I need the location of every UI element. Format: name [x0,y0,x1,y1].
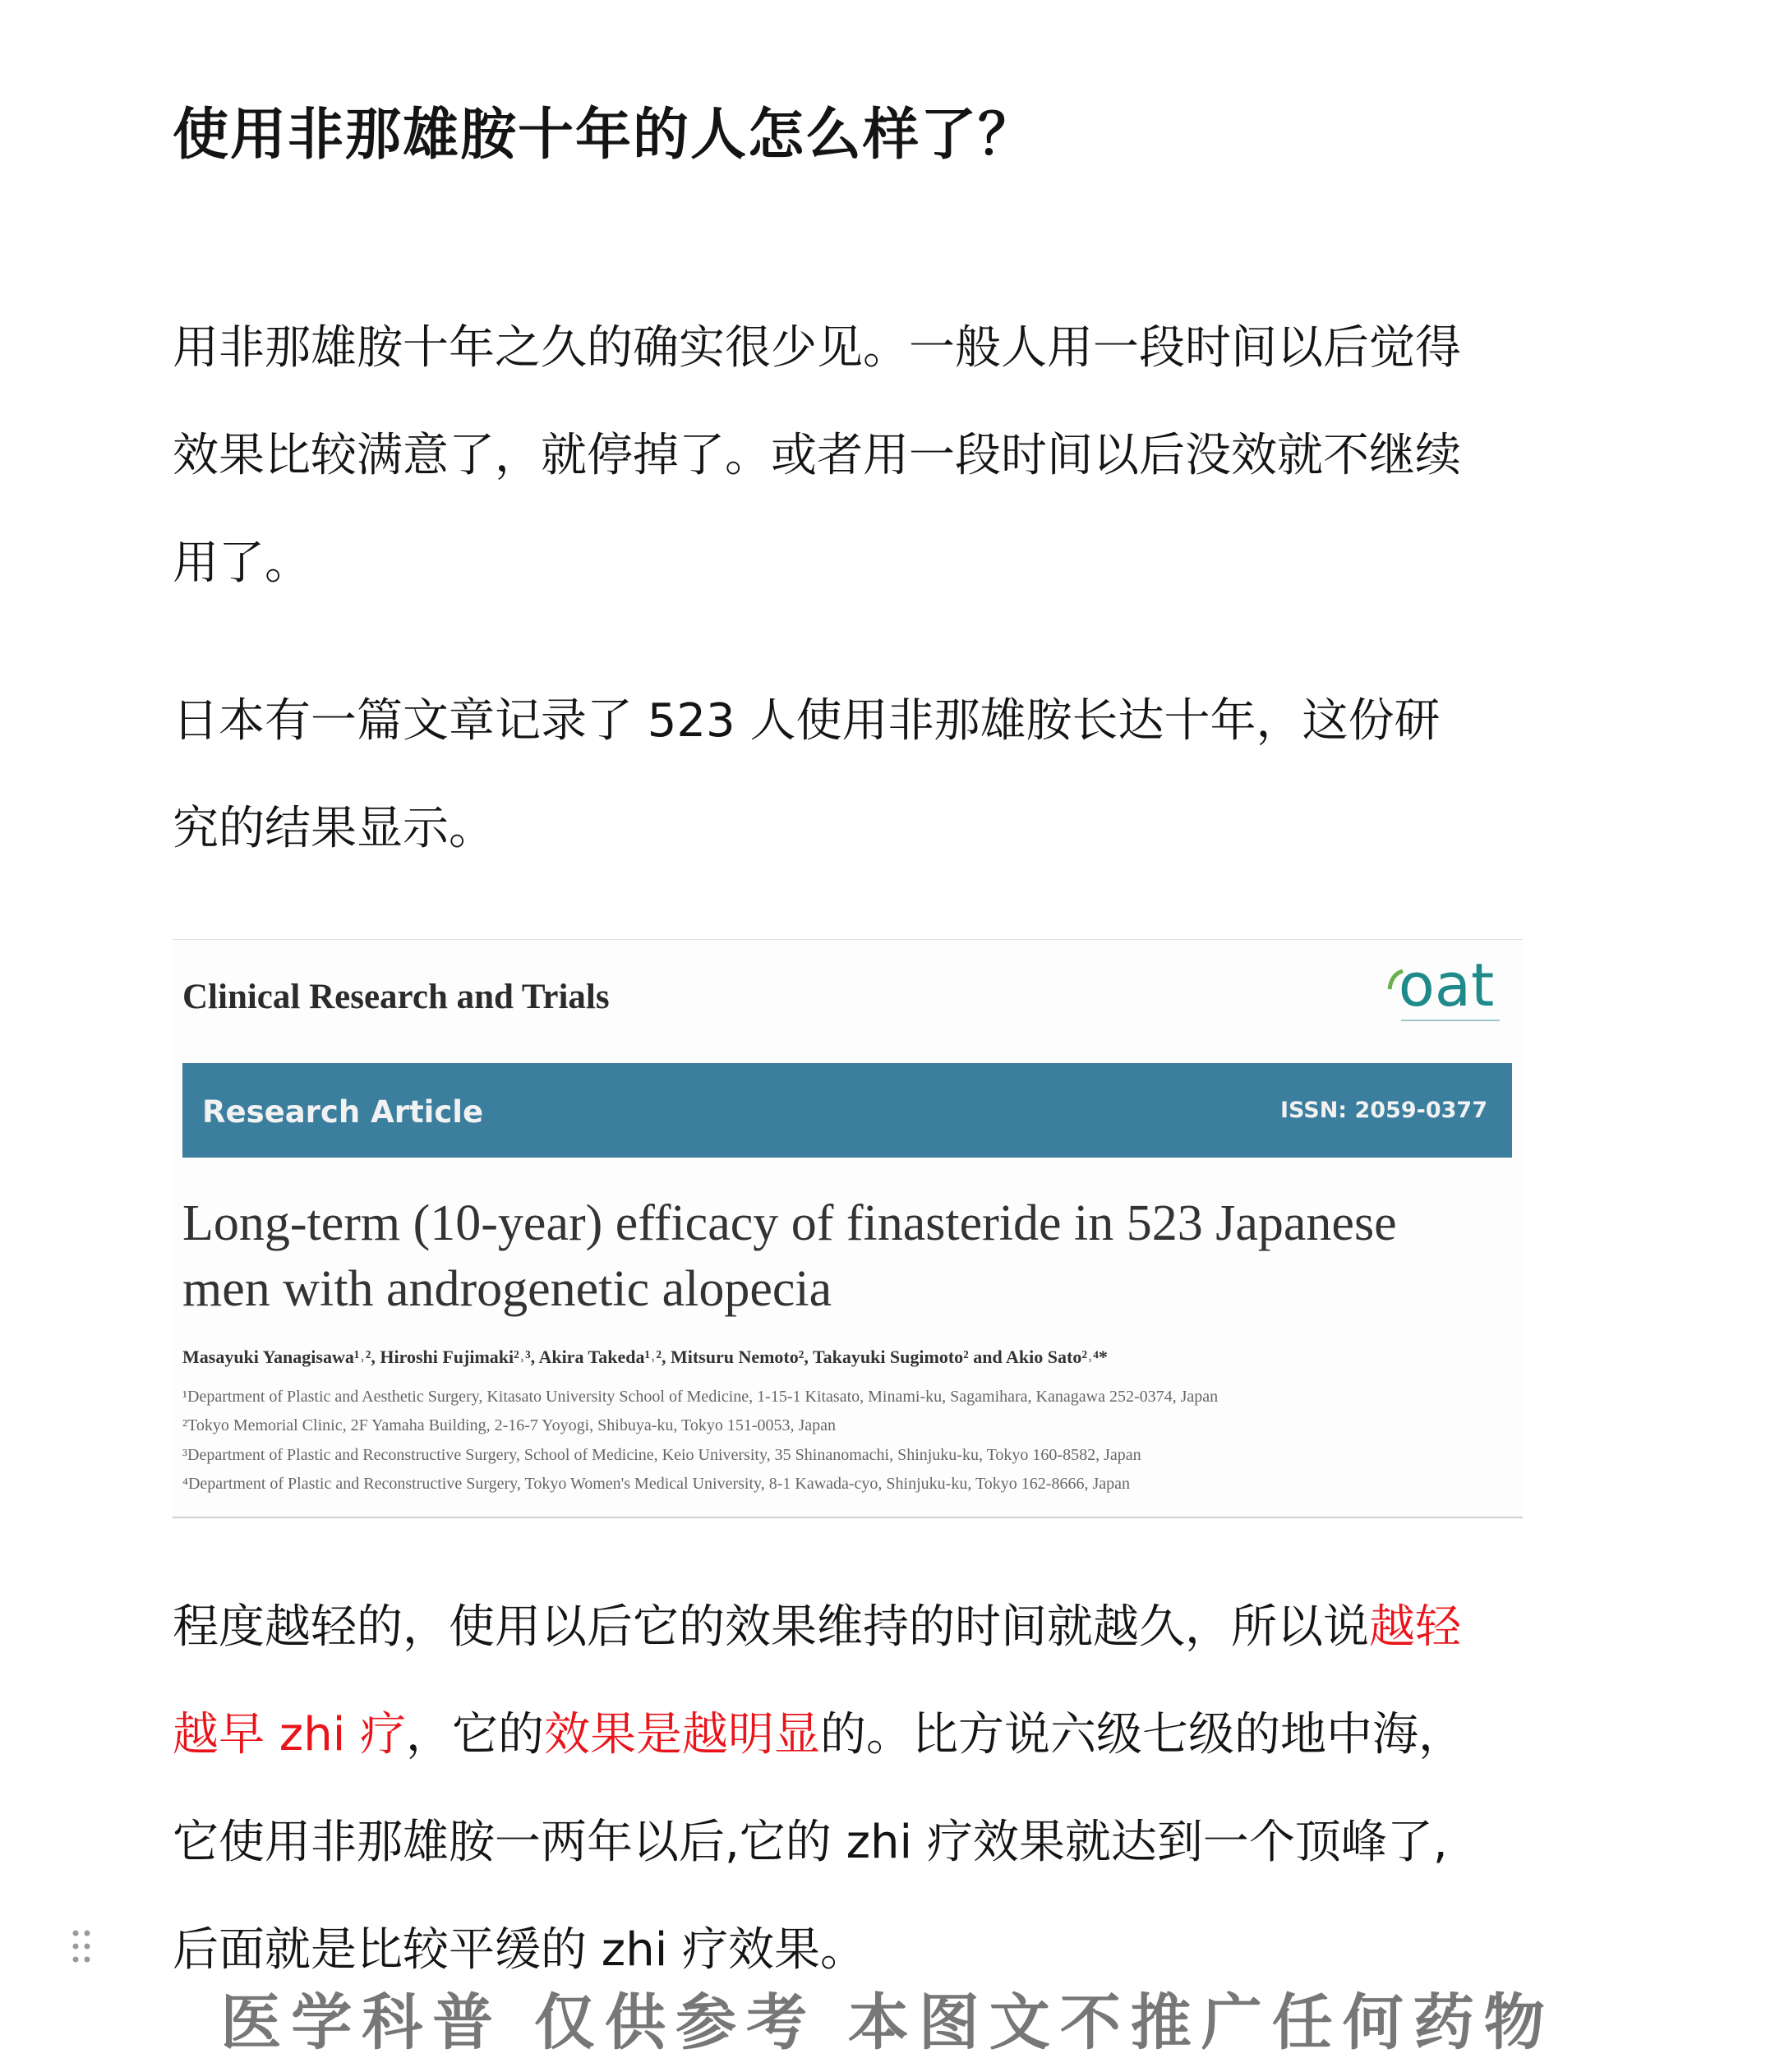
paper-screenshot [173,939,1523,1518]
highlight-text: 越早 zhi 疗 [173,1708,407,1761]
oat-logo [1385,946,1508,1037]
article-type-label: Research Article [202,1094,484,1130]
article-title [182,1190,1397,1322]
paragraph-line: 用非那雄胺十年之久的确实很少见。一般人用一段时间以后觉得 [173,321,1461,375]
oat-logo-text: oat [1398,951,1495,1020]
journal-name: Clinical Research and Trials [182,978,610,1016]
paragraph-line: 它使用非那雄胺一两年以后,它的 zhi 疗效果就达到一个顶峰了, [173,1816,1448,1869]
article-authors: Masayuki Yanagisawa¹˒², Hiroshi Fujimaki²˒³, Akira Takeda¹˒², Mitsuru Nemoto², Takayuki Sugimoto² and Akio Sato²˒⁴* [182,1347,1108,1367]
affiliation: ²Tokyo Memorial Clinic, 2F Yamaha Building, 2-16-7 Yoyogi, Shibuya-ku, Tokyo 151-0053, Japan [182,1416,837,1434]
paragraph-line: 效果比较满意了，就停掉了。或者用一段时间以后没效就不继续 [173,429,1461,482]
paragraph-intro [173,294,1619,617]
affiliation: ¹Department of Plastic and Aesthetic Surgery, Kitasato University School of Medicine, 1-15-1 Kitasato, Minami-ku, Sagamihara, Kanagawa 252-0374, Japan [182,1388,1219,1406]
article-title-line: Long-term (10-year) efficacy of finasteride in 523 Japanese [182,1195,1397,1251]
paragraph-line [173,1681,1619,1789]
paragraph-line: 用了。 [173,536,311,590]
issn-label: ISSN: 2059-0377 [1279,1098,1487,1123]
paragraph-results [173,1573,1619,2004]
research-article-banner [182,1063,1512,1158]
paragraph-line: 日本有一篇文章记录了 523 人使用非那雄胺长达十年，这份研 [173,694,1441,748]
paragraph-line: 究的结果显示。 [173,802,495,855]
text-run: 的。比方说六级七级的地中海， [820,1708,1465,1761]
text-run: 程度越轻的，使用以后它的效果维持的时间就越久，所以说 [173,1600,1369,1654]
page-title: 使用非那雄胺十年的人怎么样了？ [173,103,1036,168]
drag-handle-icon[interactable] [69,1928,94,1964]
highlight-text: 越轻 [1369,1600,1461,1654]
paragraph-line: 后面就是比较平缓的 zhi 疗效果。 [173,1923,867,1977]
highlight-text: 效果是越明显 [544,1708,821,1761]
affiliation: ³Department of Plastic and Reconstructive Surgery, School of Medicine, Keio University, 35 Shinanomachi, Shinjuku-ku, Tokyo 160-8582, Japan [182,1446,1141,1464]
article-title-line: men with androgenetic alopecia [182,1261,832,1317]
paragraph-line [173,1573,1619,1681]
disclaimer-watermark: 医学科普 仅供参考 本图文不推广任何药物 [220,1987,1555,2058]
affiliation: ⁴Department of Plastic and Reconstructive Surgery, Tokyo Women's Medical University, 8-1 Kawada-cyo, Shinjuku-ku, Tokyo 162-8666, Japan [182,1475,1130,1493]
text-run: ，它的 [406,1708,545,1761]
paragraph-study [173,667,1619,882]
